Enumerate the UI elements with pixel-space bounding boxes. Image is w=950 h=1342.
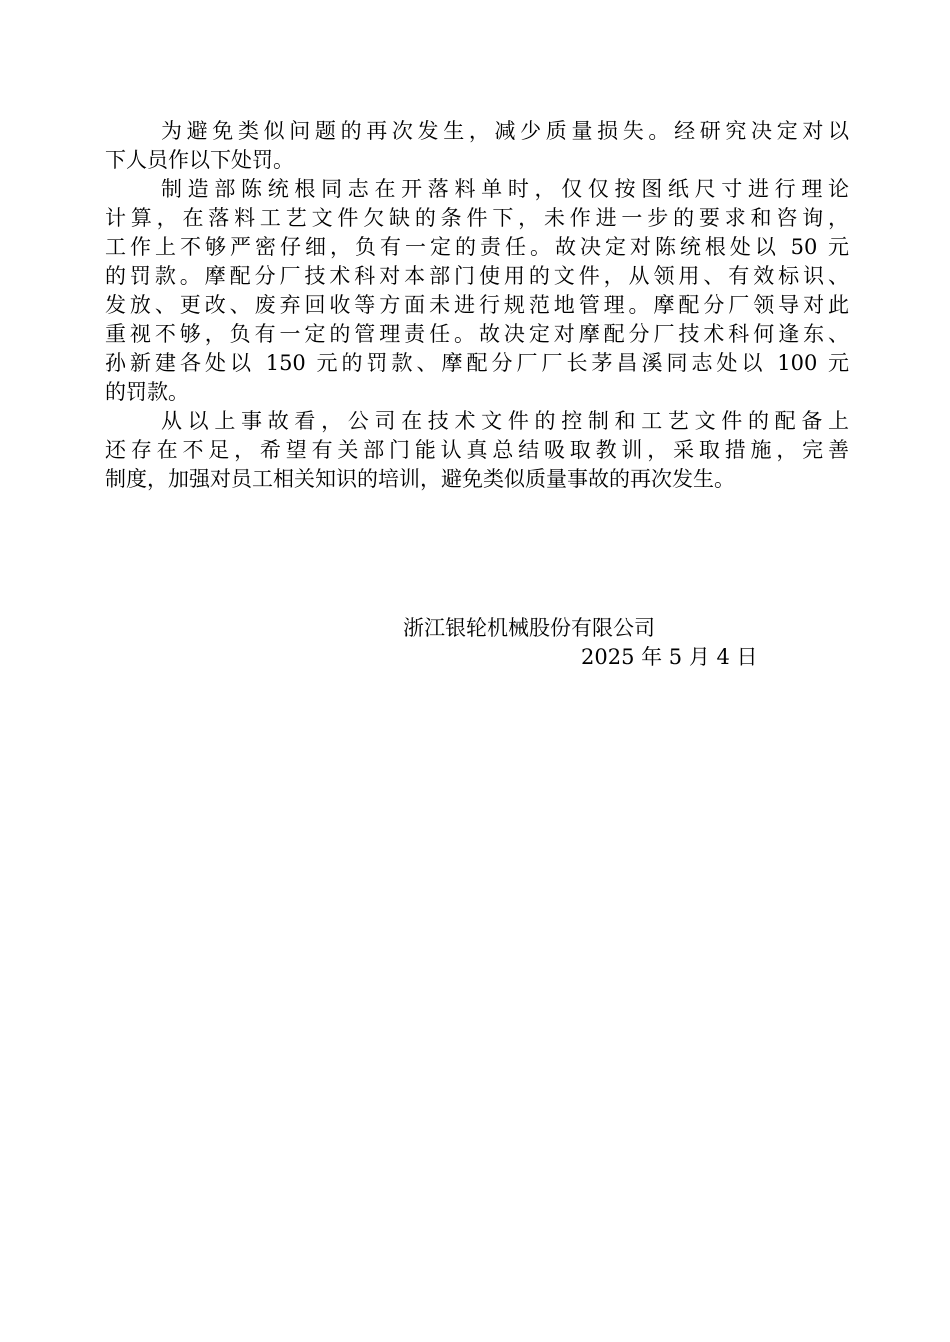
paragraph-penalty-details xyxy=(105,175,849,407)
text-line: 还存在不足，希望有关部门能认真总结吸取教训，采取措施，完善 xyxy=(105,438,849,462)
text-line: 孙新建各处以 150 元的罚款、摩配分厂厂长茅昌溪同志处以 100 元 xyxy=(105,351,849,375)
signature-company: 浙江银轮机械股份有限公司 xyxy=(403,616,655,640)
text-line: 工作上不够严密仔细，负有一定的责任。故决定对陈统根处以 50 元 xyxy=(105,235,849,259)
text-line: 发放、更改、废弃回收等方面未进行规范地管理。摩配分厂领导对此 xyxy=(105,293,849,317)
document-body xyxy=(105,117,849,494)
text-line: 制度，加强对员工相关知识的培训，避免类似质量事故的再次发生。 xyxy=(105,467,735,491)
text-line: 重视不够，负有一定的管理责任。故决定对摩配分厂技术科何逢东、 xyxy=(105,322,849,346)
text-line: 的罚款。摩配分厂技术科对本部门使用的文件，从领用、有效标识、 xyxy=(105,264,849,288)
text-line: 的罚款。 xyxy=(105,380,189,404)
paragraph-penalty-intro xyxy=(105,117,849,175)
text-line: 为避免类似问题的再次发生，减少质量损失。经研究决定对以 xyxy=(161,119,849,143)
text-line: 从以上事故看，公司在技术文件的控制和工艺文件的配备上 xyxy=(161,409,849,433)
paragraph-conclusion xyxy=(105,407,849,494)
text-line: 计算，在落料工艺文件欠缺的条件下，未作进一步的要求和咨询， xyxy=(105,206,849,230)
text-line: 制造部陈统根同志在开落料单时，仅仅按图纸尺寸进行理论 xyxy=(161,177,849,201)
signature-date: 2025 年 5 月 4 日 xyxy=(581,645,758,669)
text-line: 下人员作以下处罚。 xyxy=(105,148,294,172)
